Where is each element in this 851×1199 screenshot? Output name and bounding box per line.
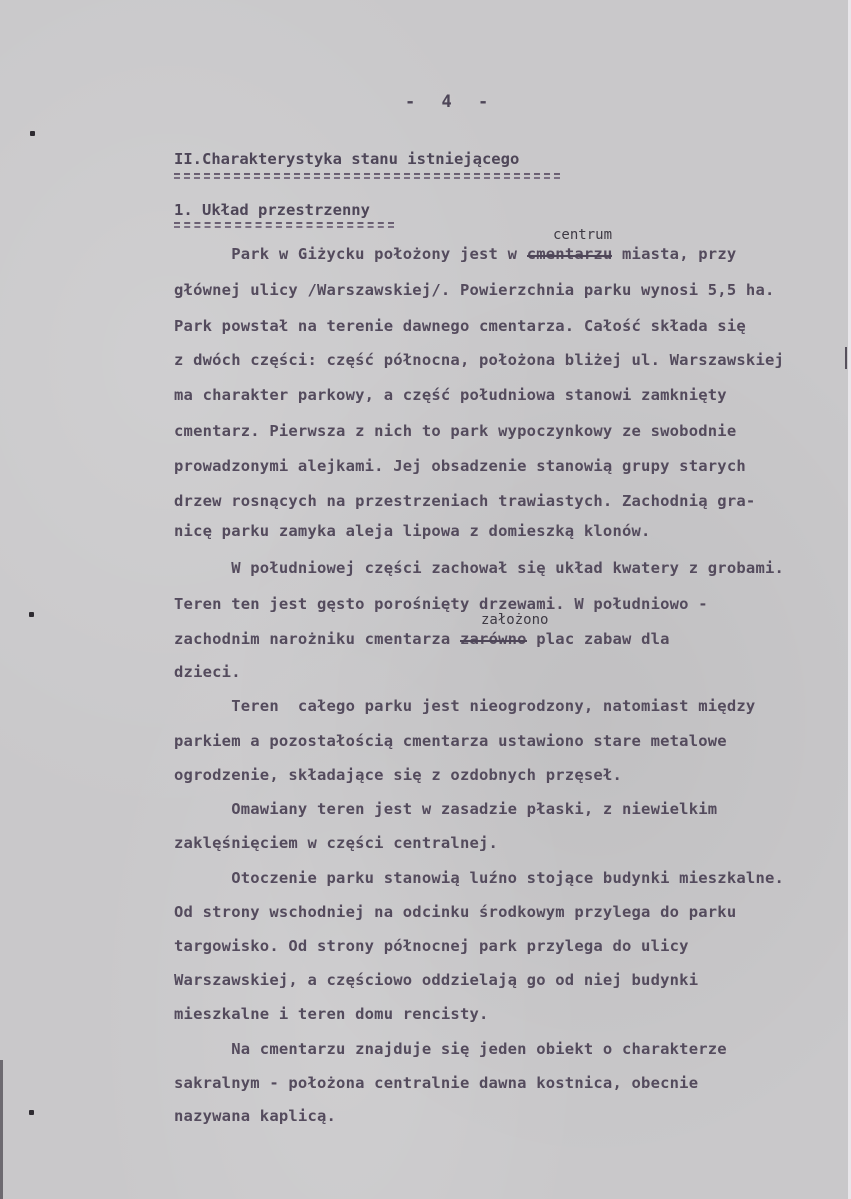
text-line: nicę parku zamyka aleja lipowa z domieszką klonów. [174, 522, 651, 540]
margin-punch-mark [29, 1110, 34, 1115]
text-line: Teren ten jest gęsto porośnięty drzewami. W południowo - [174, 595, 708, 613]
text-line: z dwóch części: część północna, położona bliżej ul. Warszawskiej [174, 351, 785, 369]
text-line: ogrodzenie, składające się z ozdobnych przęseł. [174, 766, 622, 784]
correction-insert: założono [481, 612, 549, 628]
text-line: Od strony wschodniej na odcinku środkowym przylega do parku [174, 903, 737, 921]
margin-line [845, 347, 847, 369]
text-line: Park w Giżycku położony jest w cmentarzu miasta, przy [174, 245, 737, 263]
text-line: W południowej części zachował się układ kwatery z grobami. [174, 559, 785, 577]
text-line: sakralnym - położona centralnie dawna kostnica, obecnie [174, 1074, 699, 1092]
text-line: mieszkalne i teren domu rencisty. [174, 1005, 489, 1023]
correction-insert: centrum [553, 227, 613, 243]
margin-punch-mark [30, 131, 35, 136]
text-line: Teren całego parku jest nieogrodzony, natomiast między [174, 697, 756, 715]
text-line: głównej ulicy /Warszawskiej/. Powierzchnia parku wynosi 5,5 ha. [174, 281, 775, 299]
margin-punch-mark [29, 612, 34, 617]
section-heading: II.Charakterystyka stanu istniejącego [174, 150, 520, 168]
text-line: Omawiany teren jest w zasadzie płaski, z niewielkim [174, 800, 718, 818]
text-line: zachodnim narożniku cmentarza zarówno plac zabaw dla [174, 630, 670, 648]
subheading-underline [174, 222, 394, 224]
text-line: Otoczenie parku stanowią luźno stojące budynki mieszkalne. [174, 869, 785, 887]
text-line: parkiem a pozostałością cmentarza ustawiono stare metalowe [174, 732, 727, 750]
subsection-heading: 1. Układ przestrzenny [174, 201, 370, 219]
text-line: Na cmentarzu znajduje się jeden obiekt o charakterze [174, 1040, 727, 1058]
text-line: Park powstał na terenie dawnego cmentarza. Całość składa się [174, 317, 746, 335]
text-line: cmentarz. Pierwsza z nich to park wypoczynkowy ze swobodnie [174, 422, 737, 440]
heading-underline [174, 173, 560, 175]
heading-underline [174, 177, 560, 179]
text-line: dzieci. [174, 663, 241, 681]
text-line: zaklęśnięciem w części centralnej. [174, 834, 499, 852]
page-number: - 4 - [405, 92, 497, 112]
struck-word: cmentarzu [526, 245, 613, 263]
text-line: prowadzonymi alejkami. Jej obsadzenie stanowią grupy starych [174, 457, 746, 475]
text-line: targowisko. Od strony północnej park przylega do ulicy [174, 937, 689, 955]
page-edge-shadow [0, 1060, 3, 1199]
text-line: nazywana kaplicą. [174, 1107, 337, 1125]
text-line: ma charakter parkowy, a część południowa stanowi zamknięty [174, 386, 727, 404]
text-line: drzew rosnących na przestrzeniach trawiastych. Zachodnią gra- [174, 492, 756, 510]
text-line: Warszawskiej, a częściowo oddzielają go od niej budynki [174, 971, 699, 989]
subheading-underline [174, 226, 394, 228]
struck-word: zarówno [459, 630, 527, 648]
